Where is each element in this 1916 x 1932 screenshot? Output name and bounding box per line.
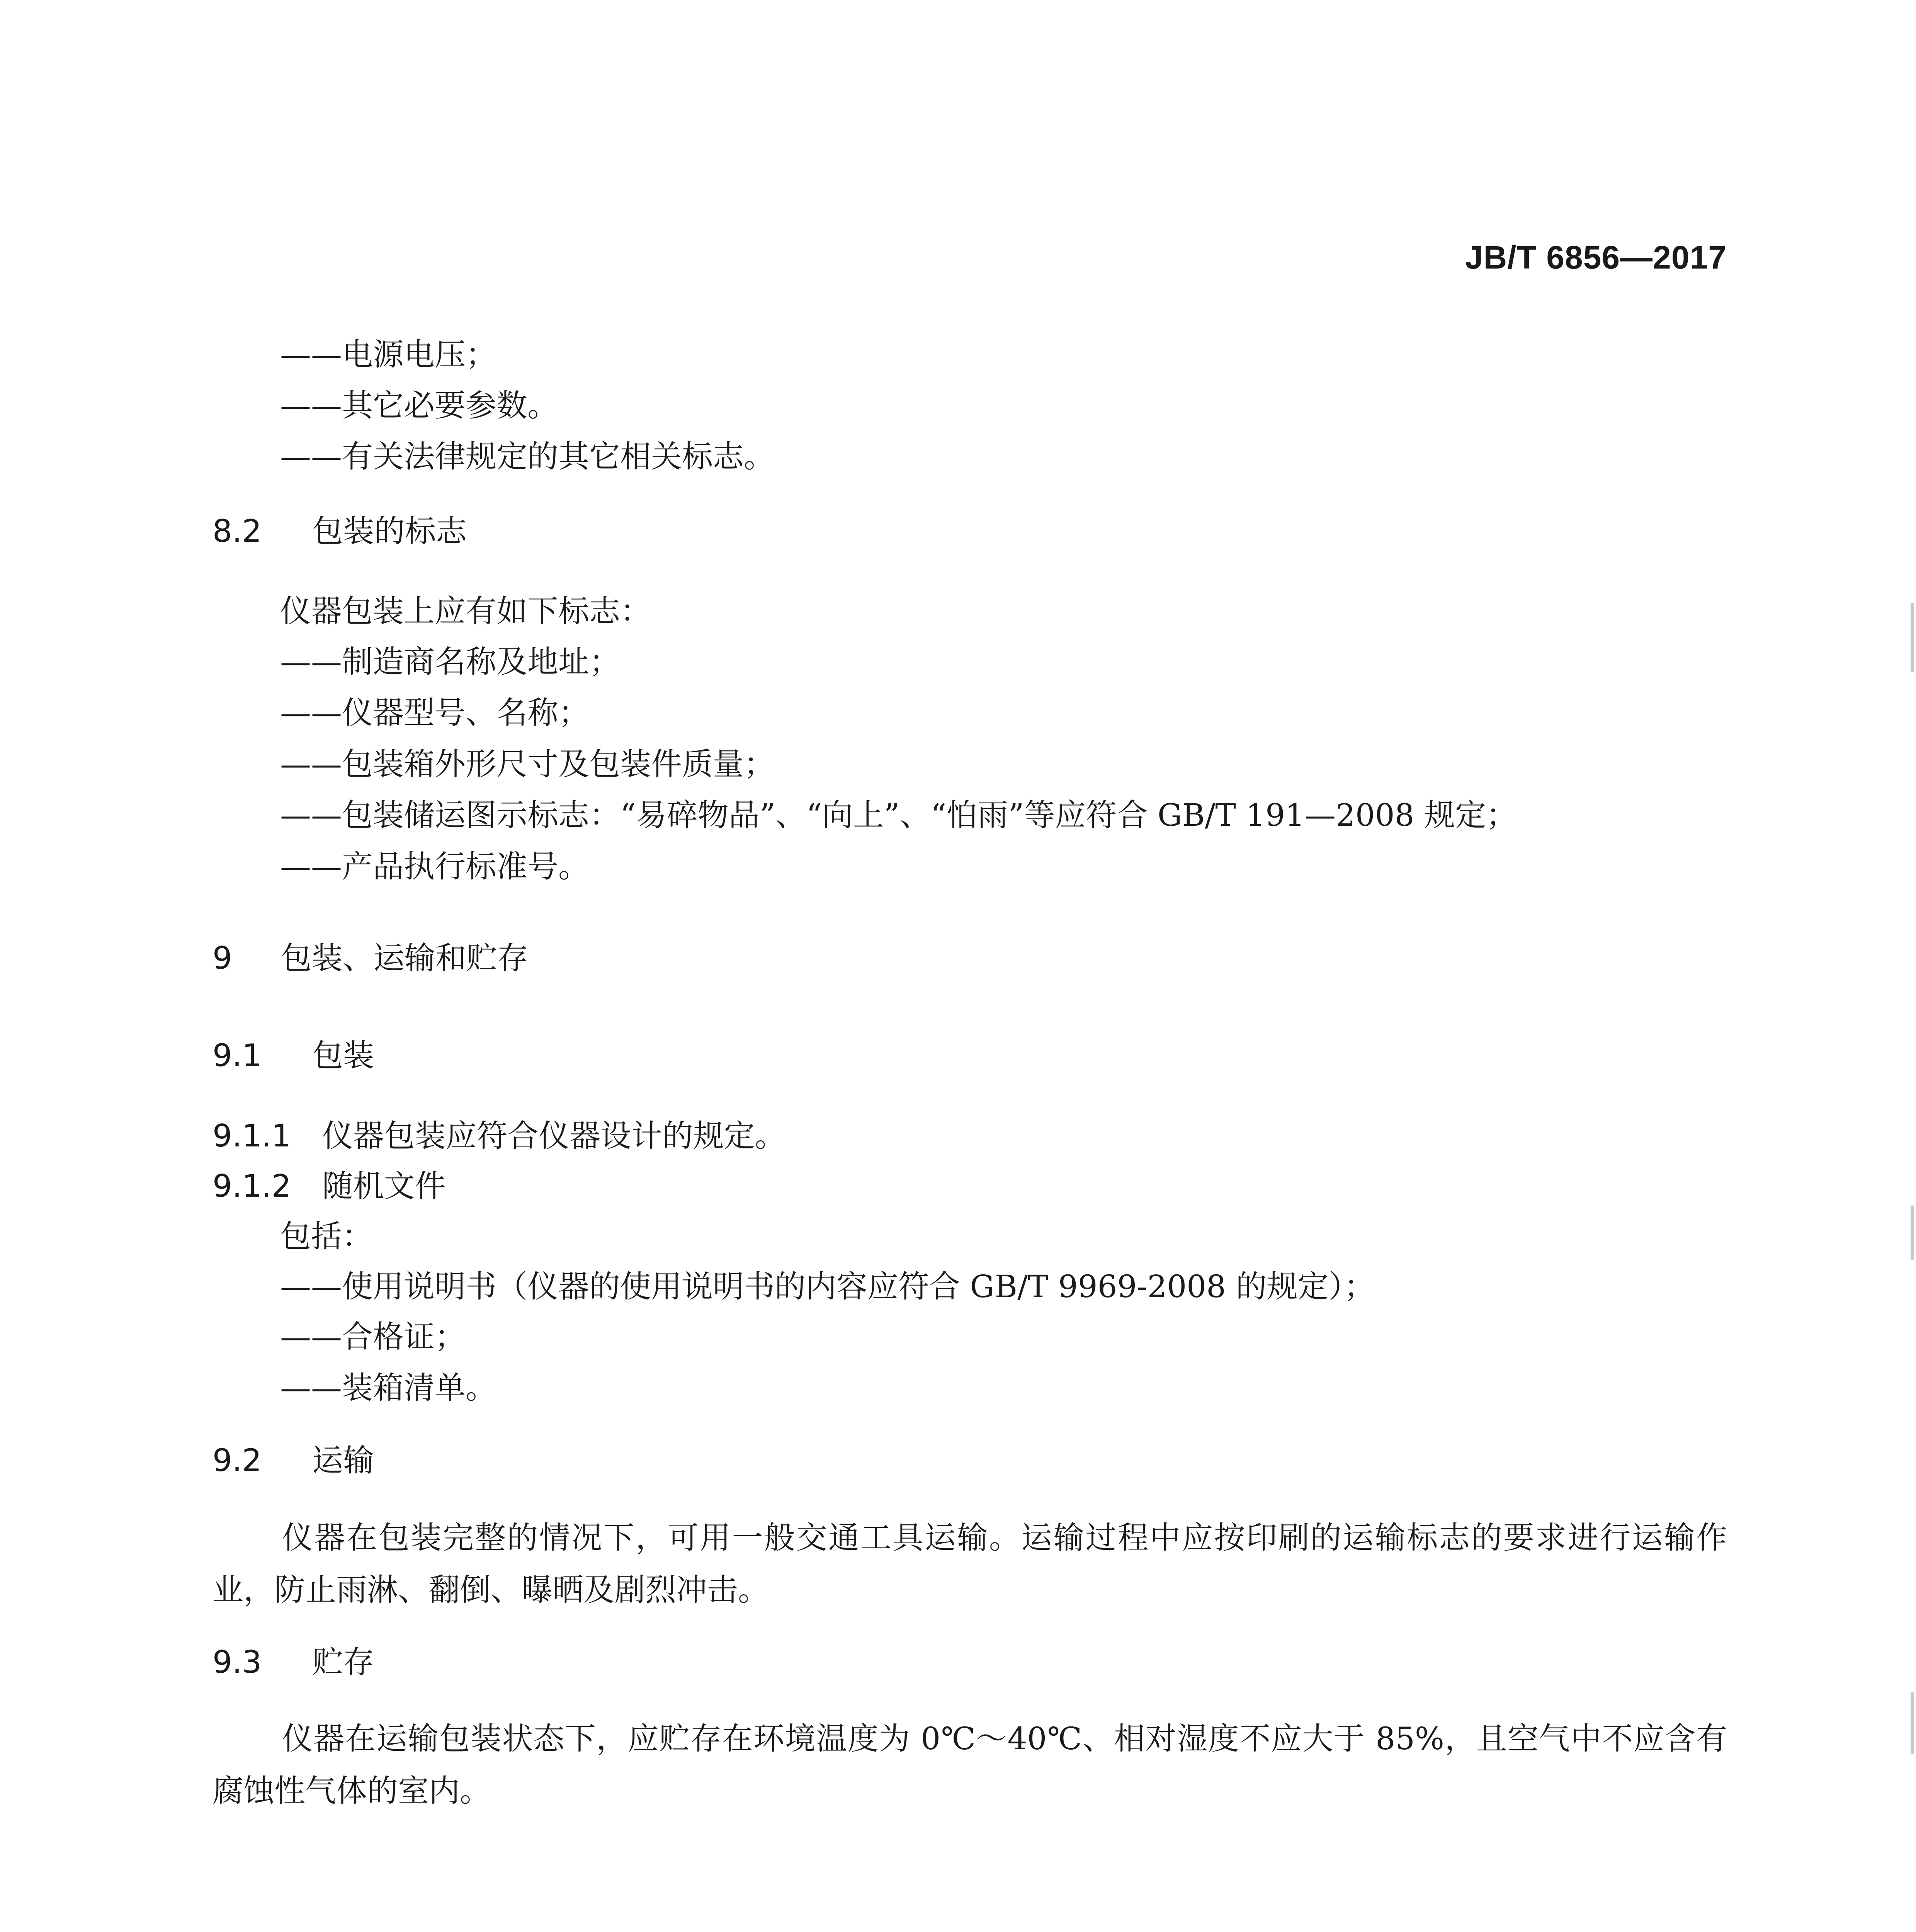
clause-9-1-1 [213, 1118, 786, 1154]
list-item: ——装箱清单。 [280, 1370, 496, 1406]
list-item: ——制造商名称及地址； [280, 644, 620, 680]
section-title: 贮存 [312, 1644, 374, 1680]
section-number: 9.3 [213, 1644, 262, 1680]
section-title: 包装 [312, 1037, 374, 1073]
paragraph-storage: 仪器在运输包装状态下，应贮存在环境温度为 0℃～40℃、相对湿度不应大于 85%，且空气中不应含有腐蚀性气体的室内。 [213, 1721, 1727, 1809]
list-item: ——使用说明书（仪器的使用说明书的内容应符合 GB/T 9969-2008 的规定）； [280, 1269, 1375, 1304]
list-item: ——其它必要参数。 [280, 388, 558, 423]
section-heading-9-1 [213, 1037, 374, 1073]
section-title: 包装、运输和贮存 [281, 940, 528, 976]
list-item: ——仪器型号、名称； [280, 695, 589, 731]
list-item: ——有关法律规定的其它相关标志。 [280, 439, 775, 474]
document-code: JB/T 6856—2017 [1465, 239, 1727, 276]
list-item: ——产品执行标准号。 [280, 849, 589, 884]
section-intro: 包括： [280, 1218, 373, 1254]
section-title: 包装的标志 [312, 513, 467, 549]
scan-edge-mark [1911, 1206, 1914, 1260]
clause-number: 9.1.1 [213, 1118, 291, 1154]
list-item: ——包装箱外形尺寸及包装件质量； [280, 746, 775, 782]
clause-number: 9.1.2 [213, 1168, 291, 1204]
paragraph-transport: 仪器在包装完整的情况下，可用一般交通工具运输。运输过程中应按印刷的运输标志的要求进行运输作业，防止雨淋、翻倒、曝晒及剧烈冲击。 [213, 1520, 1727, 1608]
scan-edge-mark [1911, 1692, 1914, 1754]
section-number: 8.2 [213, 513, 262, 549]
clause-title: 随机文件 [322, 1168, 446, 1204]
section-number: 9.2 [213, 1442, 262, 1478]
section-heading-9-3 [213, 1644, 374, 1680]
section-intro: 仪器包装上应有如下标志： [280, 593, 651, 629]
clause-text: 仪器包装应符合仪器设计的规定。 [322, 1118, 786, 1154]
clause-9-1-2 [213, 1168, 446, 1204]
section-heading-8-2 [213, 513, 467, 549]
section-number: 9.1 [213, 1037, 262, 1073]
list-item: ——合格证； [280, 1319, 466, 1355]
section-heading-9-2 [213, 1442, 374, 1478]
scan-edge-mark [1911, 603, 1914, 672]
section-number: 9 [213, 940, 232, 976]
list-item: ——电源电压； [280, 337, 496, 372]
section-title: 运输 [312, 1442, 374, 1478]
list-item: ——包装储运图示标志：“易碎物品”、“向上”、“怕雨”等应符合 GB/T 191—2008 规定； [280, 797, 1517, 833]
section-heading-9 [213, 940, 528, 976]
